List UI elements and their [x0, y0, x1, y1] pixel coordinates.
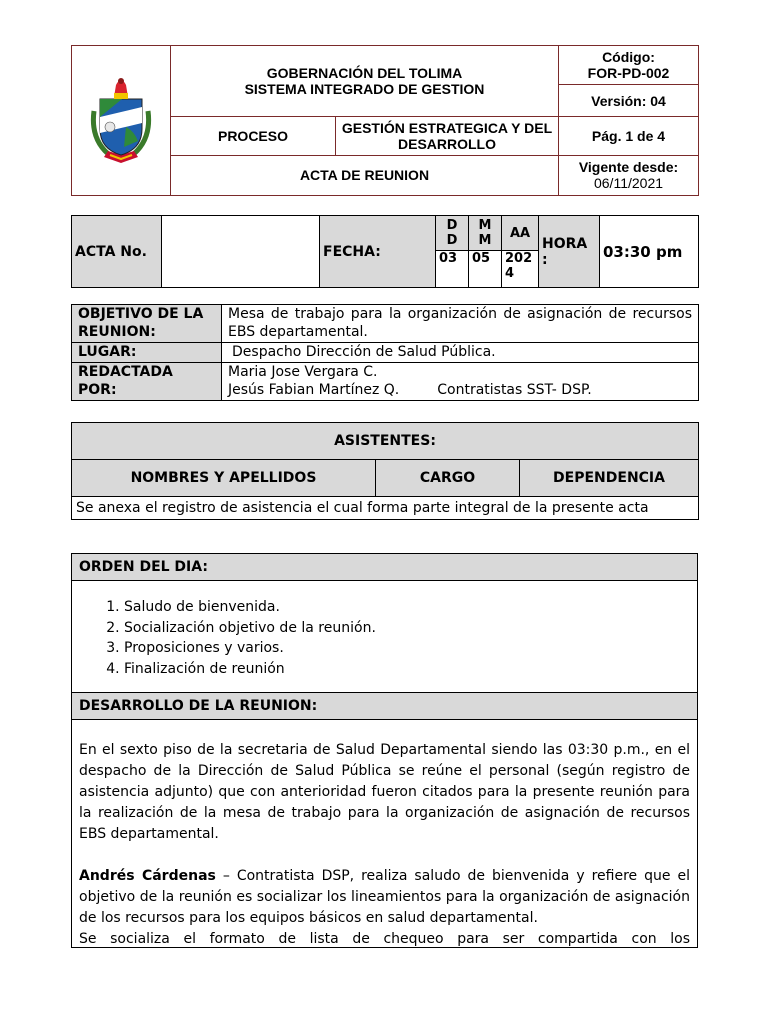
valid-since-value: 06/11/2021 [593, 175, 664, 192]
coat-of-arms-logo [86, 71, 156, 167]
code-label: Código: [602, 49, 655, 66]
column-names: NOMBRES Y APELLIDOS [72, 460, 376, 497]
page-number: Pág. 1 de 4 [559, 117, 699, 155]
writer-role: Contratistas SST- DSP. [437, 382, 592, 398]
org-name: GOBERNACIÓN DEL TOLIMA [266, 65, 463, 82]
process-value: GESTIÓN ESTRATEGICA Y DEL DESARROLLO [336, 117, 559, 155]
place-value: Despacho Dirección de Salud Pública. [222, 343, 699, 363]
acta-number-label: ACTA No. [72, 216, 162, 288]
development-paragraph [79, 866, 690, 929]
objective-value: Mesa de trabajo para la organización de asignación de recursos EBS departamental. [222, 305, 699, 343]
system-name: SISTEMA INTEGRADO DE GESTION [244, 81, 485, 98]
day-header: D D [436, 216, 469, 251]
month-header: M M [469, 216, 502, 251]
organization-title [171, 46, 559, 117]
writer-name-1: Maria Jose Vergara C. [228, 364, 378, 380]
development-title: DESARROLLO DE LA REUNION: [72, 692, 697, 720]
year-header: AA [502, 216, 539, 251]
document-header [71, 45, 699, 196]
acta-number-value [162, 216, 320, 288]
version-cell: Versión: 04 [559, 85, 699, 117]
day-value: 03 [436, 251, 469, 288]
written-by-label: REDACTADA POR: [72, 363, 222, 401]
valid-since-cell [559, 155, 699, 195]
agenda-title: ORDEN DEL DIA: [72, 554, 697, 581]
time-label: HORA : [539, 216, 600, 288]
agenda-item: 3. Proposiciones y varios. [124, 638, 697, 659]
document-title: ACTA DE REUNION [171, 155, 559, 195]
agenda-item: 1. Saludo de bienvenida. [124, 597, 697, 618]
development-paragraph: En el sexto piso de la secretaria de Salud Departamental siendo las 03:30 p.m., en el despacho de la Dirección de Salud Pública se reúne el personal (según registro de asistencia adjunto) que con anterioridad fueron citados para la presente reunión para la realización de la mesa de trabajo para la organización de asignación de recursos EBS departamental. [79, 741, 690, 842]
code-value: FOR-PD-002 [587, 65, 670, 82]
month-value: 05 [469, 251, 502, 288]
code-cell [559, 46, 699, 85]
writer-line-2 [228, 381, 692, 399]
written-by-value [222, 363, 699, 401]
agenda-list [72, 581, 697, 692]
writer-name-2: Jesús Fabian Martínez Q. [228, 382, 400, 398]
attendance-note: Se anexa el registro de asistencia el cual forma parte integral de la presente acta [72, 497, 699, 520]
place-label: LUGAR: [72, 343, 222, 363]
development-body [72, 720, 697, 948]
meeting-info-table [71, 304, 699, 401]
process-label: PROCESO [171, 117, 336, 155]
attendees-table [71, 422, 699, 520]
speaker-text: – Contratista DSP, realiza saludo de bienvenida y refiere que el objetivo de la reunión es socializar los lineamientos para la organización de asignación de los recursos para los equipos básicos en salud departamental. [79, 867, 690, 926]
logo-cell [72, 46, 171, 196]
agenda-item: 4. Finalización de reunión [124, 659, 697, 680]
objective-label: OBJETIVO DE LA REUNION: [72, 305, 222, 343]
column-role: CARGO [376, 460, 520, 497]
acta-date-table [71, 215, 699, 288]
attendees-title: ASISTENTES: [72, 423, 699, 460]
time-value: 03:30 pm [600, 216, 699, 288]
agenda-development-box [71, 553, 698, 948]
column-department: DEPENDENCIA [520, 460, 699, 497]
agenda-item: 2. Socialización objetivo de la reunión. [124, 618, 697, 639]
year-value: 2024 [502, 251, 539, 288]
development-paragraph: Se socializa el formato de lista de chequeo para ser compartida con los [79, 930, 690, 947]
date-label: FECHA: [320, 216, 436, 288]
speaker-name: Andrés Cárdenas [79, 867, 216, 884]
valid-since-label: Vigente desde: [578, 159, 679, 176]
